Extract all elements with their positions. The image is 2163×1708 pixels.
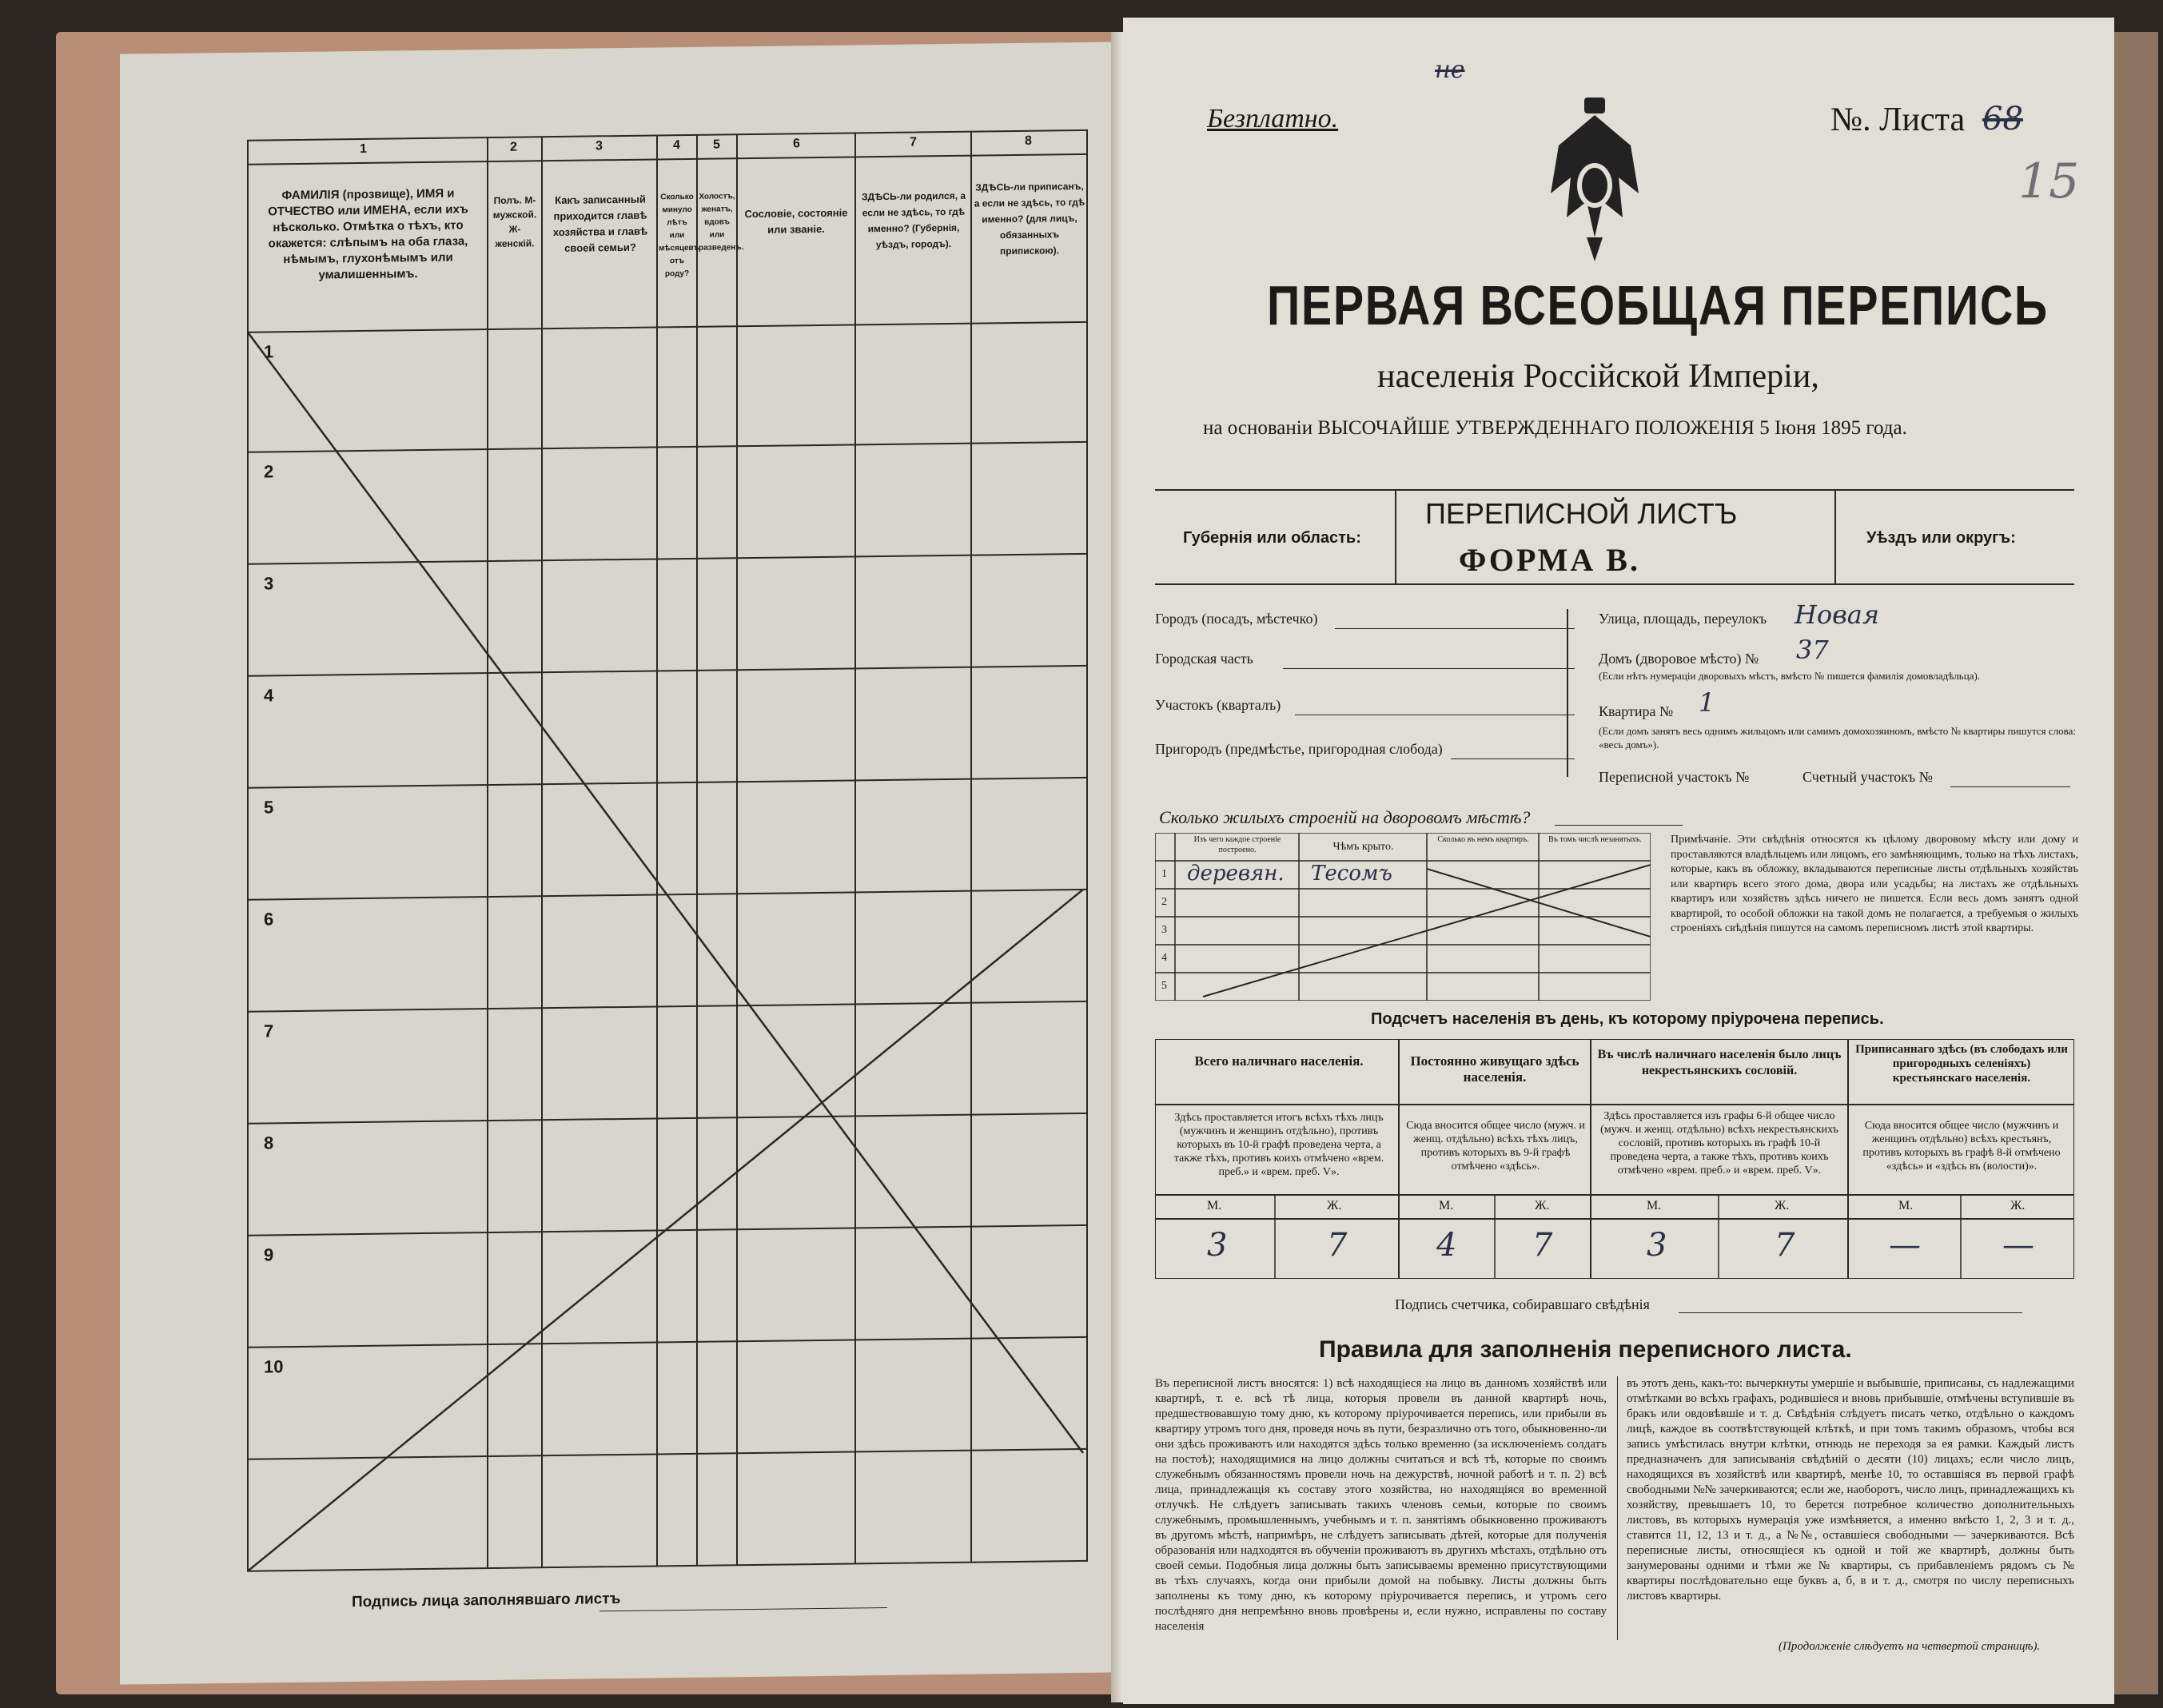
- count-header-permanent: Постоянно живущаго здѣсь населенія.: [1410, 1053, 1579, 1085]
- buildings-line: [1555, 825, 1683, 826]
- enumerator-signature-label: Подпись счетчика, собиравшаго свѣдѣнія: [1395, 1296, 1650, 1312]
- row-number-2: 2: [264, 461, 274, 482]
- bld-row-5: 5: [1161, 980, 1167, 992]
- count-header-present: Всего наличнаго населенія.: [1194, 1053, 1364, 1069]
- form-title: ПЕРЕПИСНОЙ ЛИСТЪ: [1425, 497, 1738, 530]
- header-estate: Сословіе, состояніе или званіе.: [744, 206, 848, 236]
- count-header-peasant: Приписаннаго здѣсь (въ слободахъ или пригородныхъ селеніяхъ) крестьянскаго населенія.: [1855, 1043, 2068, 1085]
- sex-label-1: М.: [1207, 1199, 1222, 1212]
- bld-header-apartments: Сколько въ немъ квартиръ.: [1437, 835, 1529, 844]
- left-page: [120, 42, 1123, 1684]
- count-present-female: 7: [1327, 1227, 1348, 1264]
- bld-row-2: 2: [1161, 896, 1167, 908]
- free-label: Безплатно.: [1207, 104, 1339, 133]
- buildings-note: Примѣчаніе. Эти свѣдѣнія относятся къ цѣлому дворовому мѣсту или дому и проставляются владѣльцемъ или лицомъ, его замѣняющимъ, только на тѣхъ листахъ, которые, какъ въ обложку, вкладываются переписные листы отдѣльныхъ хозяйствъ или квартиръ всего этого дома, двора или усадьбы; на листахъ же отдѣльныхъ квартиръ или хозяйствъ здѣсь ничего не пишется. Если весь домъ занятъ одной квартирой, то особой обложки на такой домъ не полагается, а требуемыя о жилыхъ строеніяхъ свѣдѣнія пишутся на самомъ переписномъ листѣ этой квартиры.: [1671, 834, 2078, 934]
- header-registered: ЗДѢСЬ-ли приписанъ, а если не здѣсь, то гдѣ именно? (для лицъ, обязанныхъ припискою).: [974, 180, 1085, 257]
- row-number-1: 1: [264, 341, 274, 362]
- form-header-divider-left: [1395, 489, 1396, 585]
- form-letter: ФОРМА В.: [1459, 542, 1640, 578]
- form-header-divider-right: [1834, 489, 1836, 585]
- count-desc-nonpeasant: Здѣсь проставляется изъ графы 6-й общее число (мужч. и женщ. отдѣльно) всѣхъ некрестьянскихъ сословій, противъ которыхъ въ графѣ 10-й проведена черта, а также тѣхъ, противъ коихъ отмѣчено «врем. преб.» и «врем. преб. V».: [1600, 1110, 1838, 1176]
- street-value: Новая: [1795, 599, 1880, 630]
- rules-text-right: въ этотъ день, какъ-то: вычеркнуты умершіе и выбывшіе, приписаны, съ надлежащими отмѣтками во всѣхъ графахъ, родившіеся и вновь прибывшіе, отмѣчены вступившіе въ бракъ или овдовѣвшіе и т. д. Свѣдѣнія слѣдуетъ писать четко, отдѣльно о каждомъ лицѣ, каждое въ соотвѣтствующей клѣткѣ, и при томъ такимъ образомъ, чтобы вся запись умѣстилась внутри клѣтки, отнюдь не переходя за ея рамки. Каждый листъ предназначенъ для записыванія свѣдѣній о десяти (10) лицахъ; если число лицъ, находящихся въ хозяйствѣ или квартирѣ, менѣе 10, то оставшіяся въ первой графѣ свободными №№ зачеркиваются; если же, наоборотъ, число лицъ, принадлежащихъ къ хозяйству, превышаетъ 10, то берется потребное количество дополнительныхъ листовъ, въ которыхъ нумерація уже измѣняется, а именно вмѣсто 1, 2, 3 и т. д., ставится 11, 12, 13 и т. д., а №№, оставшіеся свободными — зачеркиваются. Всѣ переписные листы, относящіеся къ одной и той же квартирѣ, должны быть занумерованы одними и тѣми же № квартиры, съ прибавленіемъ рядомъ съ № квартиры послѣдовательно еще буквъ а, б, в и т. д., смотря по числу переписныхъ листовъ квартиры.: [1627, 1377, 2074, 1602]
- rules-divider: [1617, 1376, 1618, 1640]
- part-line: [1283, 668, 1575, 669]
- count-desc-peasant: Сюда вносится общее число (мужчинъ и женщинъ отдѣльно) всѣхъ крестьянъ, противъ которыхъ въ графѣ 8-й отмѣчено «здѣсь» и «здѣсь въ (волости)».: [1862, 1120, 2061, 1173]
- document-subtitle: населенія Россійской Имперіи,: [1377, 358, 1819, 395]
- row-number-4: 4: [264, 685, 274, 706]
- row-number-8: 8: [264, 1133, 274, 1153]
- imperial-eagle-emblem: [1543, 98, 1647, 265]
- count-nonpeasant-female: 7: [1775, 1227, 1795, 1264]
- row-number-9: 9: [264, 1244, 274, 1265]
- col-number-4: 4: [673, 138, 680, 153]
- bld-header-vacant: Въ томъ числѣ незанятыхъ.: [1548, 835, 1642, 844]
- header-age: Сколько минуло лѣтъ или мѣсяцевъ отъ роду?: [659, 192, 699, 279]
- header-sex: Полъ. М-мужской. Ж-женскій.: [492, 194, 537, 249]
- document-basis: на основаніи ВЫСОЧАЙШЕ УТВЕРЖДЕННАГО ПОЛОЖЕНІЯ 5 Іюня 1895 года.: [1203, 417, 1907, 439]
- col-number-8: 8: [1025, 133, 1032, 148]
- buildings-question: Сколько жилыхъ строеній на дворовомъ мѣстѣ?: [1159, 807, 1531, 827]
- count-desc-permanent: Сюда вносится общее число (мужч. и женщ. отдѣльно) всѣхъ тѣхъ лицъ, противъ которыхъ въ 9-й графѣ отмѣчено «здѣсь».: [1406, 1120, 1585, 1173]
- counting-district-line: [1950, 786, 2070, 787]
- street-label: Улица, площадь, переулокъ: [1599, 611, 1767, 627]
- counting-district-label: Счетный участокъ №: [1802, 769, 1933, 785]
- census-grid: [248, 122, 1091, 1579]
- sex-label-5: М.: [1647, 1199, 1662, 1212]
- col-number-5: 5: [713, 137, 720, 152]
- sex-label-8: Ж.: [2010, 1199, 2026, 1212]
- house-label: Домъ (дворовое мѣсто) №: [1599, 651, 1759, 667]
- enumerator-signature-line: [1679, 1312, 2022, 1313]
- col-number-2: 2: [510, 140, 517, 154]
- filler-signature-label: Подпись лица заполнявшаго листъ: [352, 1591, 621, 1611]
- sex-label-4: Ж.: [1535, 1199, 1550, 1212]
- count-header-nonpeasant: Въ числѣ наличнаго населенія было лицъ некрестьянскихъ сословій.: [1597, 1048, 1842, 1077]
- bld-roof-value: Тесомъ: [1311, 862, 1392, 886]
- sex-label-2: Ж.: [1327, 1199, 1342, 1212]
- bld-row-4: 4: [1161, 952, 1167, 964]
- header-name: ФАМИЛІЯ (прозвище), ИМЯ и ОТЧЕСТВО или ИМЕНА, если ихъ нѣсколько. Отмѣтка о тѣхъ, кто окажется: слѣпымъ на оба глаза, нѣмымъ, глухонѣмымъ или умалишеннымъ.: [268, 186, 468, 282]
- count-nonpeasant-male: 3: [1647, 1227, 1667, 1264]
- count-permanent-female: 7: [1532, 1227, 1553, 1264]
- row-number-10: 10: [264, 1356, 284, 1377]
- filler-signature-line: [600, 1607, 887, 1611]
- sheet-number-value: 68: [1982, 101, 2023, 137]
- continuation-note: (Продолженіе слѣдуетъ на четвертой страницѣ).: [1779, 1640, 2041, 1653]
- row-number-5: 5: [264, 797, 274, 818]
- buildings-table: [1155, 833, 1651, 1001]
- sex-label-7: М.: [1898, 1199, 1914, 1212]
- house-note: (Если нѣтъ нумераціи дворовыхъ мѣстъ, вмѣсто № пишется фамилія домовладѣльца).: [1599, 670, 1981, 682]
- document-title: ПЕРВАЯ ВСЕОБЩАЯ ПЕРЕПИСЬ: [1267, 274, 2049, 336]
- header-relation: Какъ записанный приходится главѣ хозяйства и главѣ своей семьи?: [552, 193, 648, 254]
- address-city-label: Городъ (посадъ, мѣстечко): [1155, 611, 1318, 627]
- count-peasant-female: —: [2002, 1227, 2034, 1264]
- suburb-line: [1451, 758, 1575, 759]
- census-grid-lines: [248, 122, 1091, 1579]
- address-block-label: Участокъ (кварталъ): [1155, 697, 1281, 713]
- row-number-3: 3: [264, 573, 274, 594]
- bld-row-1: 1: [1161, 868, 1167, 880]
- address-suburb-label: Пригородъ (предмѣстье, пригородная слобода): [1155, 741, 1443, 757]
- buildings-table-lines: [1155, 833, 1651, 1001]
- bld-material-value: деревян.: [1187, 862, 1285, 886]
- uezd-label: Уѣздъ или округъ:: [1866, 529, 2016, 547]
- count-peasant-male: —: [1889, 1227, 1921, 1264]
- handwritten-top-note: не: [1435, 56, 1465, 84]
- col-number-6: 6: [793, 137, 800, 151]
- census-district-label: Переписной участокъ №: [1599, 769, 1750, 785]
- rules-text-left: Въ переписной листъ вносятся: 1) всѣ находящіеся на лицо въ данномъ хозяйствѣ или квартирѣ, т. е. всѣ тѣ лица, которыя провели въ данной квартирѣ ночь, предшествовавшую тому дню, къ которому пріурочивается перепись, или прибыли въ квартиру утромъ того дня, проведя ночь въ пути, безразлично отъ того, обыкновенно-ли они здѣсь проживаютъ или находятся здѣсь только временно (за исключеніемъ солдатъ на постоѣ); находящимися на лицо должны считаться и всѣ тѣ, которые по своимъ служебнымъ обязанностямъ провели ночь на дежурствѣ, ночной работѣ и т. п. 2) всѣ лица, принадлежащія къ составу этого хозяйства, но находящіяся во временной отлучкѣ. Не слѣдуетъ записывать такихъ членовъ семьи, которые по своимъ служебнымъ, промышленнымъ, учебнымъ и т. п. занятіямъ обыкновенно проживаютъ въ другомъ мѣстѣ, напримѣръ, не слѣдуетъ записывать дѣтей, которые для полученія образованія или надходятся въ обученіи проживаютъ въ другихъ мѣстахъ, отдѣльно отъ своей семьи. Подобныя лица должны быть записываемы временно присутствующими въ тѣхъ случаяхъ, когда они прибыли домой на побывку. Листы должны быть заполнены къ тому дню, къ которому пріурочивается перепись, и утромъ сего послѣдняго дня непремѣнно вновь провѣрены и, если нужно, исправлены по составу населенія: [1155, 1377, 1607, 1633]
- col-number-3: 3: [596, 139, 603, 153]
- right-page: [1123, 18, 2114, 1704]
- apartment-note: (Если домъ занятъ весь однимъ жильцомъ или самимъ домохозяиномъ, вмѣсто № квартиры пишутся слова: «весь домъ»).: [1599, 725, 2077, 750]
- rules-title: Правила для заполненія переписного листа.: [1319, 1336, 1852, 1363]
- city-line: [1335, 628, 1575, 629]
- header-marital: Холостъ, женатъ, вдовъ или разведенъ.: [699, 192, 744, 253]
- apartment-label: Квартира №: [1599, 703, 1674, 719]
- population-count-table: [1155, 1039, 2074, 1279]
- col-number-1: 1: [360, 141, 367, 157]
- count-permanent-male: 4: [1436, 1227, 1457, 1264]
- header-birthplace: ЗДѢСЬ-ли родился, а если не здѣсь, то гдѣ именно? (Губернія, уѣздъ, городъ).: [861, 189, 966, 251]
- count-title: Подсчетъ населенія въ день, къ которому пріурочена перепись.: [1371, 1010, 1884, 1028]
- bld-row-3: 3: [1161, 924, 1167, 936]
- row-number-7: 7: [264, 1021, 274, 1041]
- address-divider: [1567, 609, 1568, 777]
- archive-page-number: 15: [2018, 153, 2080, 209]
- address-part-label: Городская часть: [1155, 651, 1253, 667]
- col-number-7: 7: [910, 135, 917, 149]
- sheet-number-label: №. Листа: [1830, 102, 1966, 138]
- count-desc-present: Здѣсь проставляется итогъ всѣхъ тѣхъ лицъ (мужчинъ и женщинъ отдѣльно), противъ которыхъ въ 10-й графѣ проведена черта, а также тѣхъ, противъ коихъ отмѣчено «врем. преб.» и «врем. преб. V».: [1173, 1112, 1384, 1178]
- sex-label-3: М.: [1439, 1199, 1454, 1212]
- house-value: 37: [1796, 635, 1829, 665]
- sex-label-6: Ж.: [1775, 1199, 1790, 1212]
- count-present-male: 3: [1207, 1227, 1228, 1264]
- apartment-value: 1: [1699, 687, 1715, 718]
- bld-header-roof: Чѣмъ крыто.: [1332, 841, 1394, 853]
- guberniya-label: Губернія или область:: [1183, 529, 1361, 547]
- row-number-6: 6: [264, 909, 274, 930]
- bld-header-material: Изъ чего каждое строеніе построено.: [1193, 835, 1281, 854]
